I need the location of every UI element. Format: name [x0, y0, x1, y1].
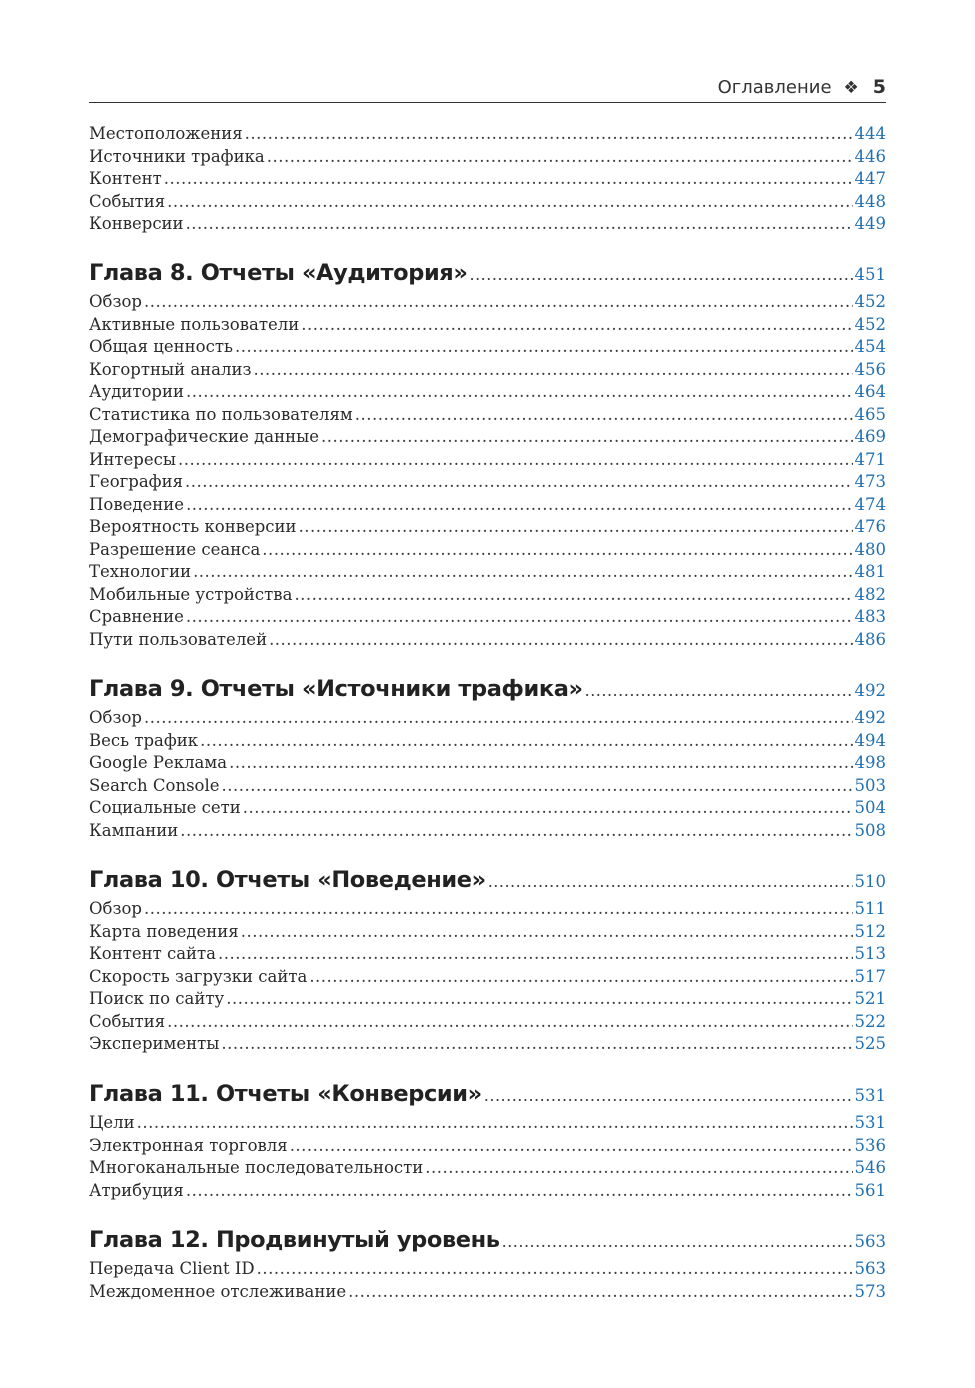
entry-label: Демографические данные	[89, 427, 320, 446]
entry-page[interactable]: 494	[854, 730, 886, 750]
entry-label: События	[89, 1011, 166, 1031]
leader-dots	[221, 1033, 852, 1056]
leader-dots	[144, 707, 853, 730]
leader-dots	[186, 494, 852, 517]
entry-label: Цели	[89, 1113, 135, 1132]
entry-label: География	[89, 472, 183, 491]
entry-page[interactable]: 480	[854, 539, 886, 559]
leader-dots	[229, 752, 852, 775]
entry-label: Аудитории	[89, 382, 184, 401]
entry-page[interactable]: 513	[854, 944, 886, 963]
entry-label: Весь трафик	[89, 730, 199, 750]
leader-dots	[348, 1281, 852, 1304]
entry-page[interactable]: 483	[854, 607, 886, 626]
chapter-heading[interactable]	[89, 256, 886, 290]
chapter-page[interactable]: 510	[854, 872, 886, 891]
leader-dots	[269, 629, 852, 652]
toc-entry[interactable]	[89, 494, 886, 517]
leader-dots	[144, 291, 853, 314]
ornament-icon: ❖	[843, 78, 859, 98]
entry-page[interactable]: 482	[854, 584, 886, 604]
entry-page[interactable]: 469	[854, 427, 886, 446]
toc-entry[interactable]	[89, 898, 886, 921]
entry-label: Когортный анализ	[89, 359, 252, 379]
toc-entry[interactable]	[89, 359, 886, 382]
leader-dots	[186, 381, 853, 404]
leader-dots	[257, 1258, 853, 1281]
chapter-heading[interactable]	[89, 863, 886, 897]
entry-label: Поведение	[89, 494, 185, 514]
toc-entry[interactable]	[89, 1281, 886, 1304]
toc-entry[interactable]	[89, 707, 886, 730]
entry-page[interactable]: 447	[854, 169, 886, 188]
leader-dots	[245, 123, 853, 146]
header-page-number: 5	[872, 76, 886, 98]
chapter-page[interactable]: 451	[854, 265, 886, 284]
entry-label: Активные пользователи	[89, 314, 300, 334]
entry-label: Контент сайта	[89, 944, 217, 963]
leader-dots	[186, 213, 853, 236]
chapter-title: Глава 9. Отчеты «Источники трафика»	[89, 676, 583, 702]
entry-page[interactable]: 448	[854, 191, 886, 211]
entry-page[interactable]: 521	[854, 989, 886, 1008]
leader-dots	[185, 471, 853, 494]
toc-entry[interactable]	[89, 561, 886, 584]
chapter-page[interactable]: 531	[854, 1086, 886, 1105]
entry-page[interactable]: 504	[854, 798, 886, 817]
entry-page[interactable]: 512	[854, 921, 886, 941]
toc-entry[interactable]	[89, 449, 886, 472]
leader-dots	[180, 820, 852, 843]
entry-label: Электронная торговля	[89, 1135, 288, 1155]
leader-dots	[254, 359, 853, 382]
entry-label: Вероятность конверсии	[89, 517, 297, 536]
entry-label: Search Console	[89, 775, 220, 795]
chapter-heading[interactable]	[89, 1223, 886, 1257]
entry-label: Обзор	[89, 899, 142, 918]
toc-entry[interactable]	[89, 820, 886, 843]
toc-entry[interactable]	[89, 797, 886, 820]
toc-entry[interactable]	[89, 291, 886, 314]
toc-entry[interactable]	[89, 1033, 886, 1056]
entry-page[interactable]: 492	[854, 708, 886, 727]
leader-dots	[178, 449, 853, 472]
toc-entry[interactable]	[89, 381, 886, 404]
toc-entry[interactable]	[89, 988, 886, 1011]
entry-label: Междоменное отслеживание	[89, 1281, 347, 1301]
leader-dots	[241, 921, 853, 944]
leader-dots	[167, 191, 852, 214]
entry-label: Атрибуция	[89, 1180, 184, 1200]
entry-page[interactable]: 465	[854, 404, 886, 424]
entry-label: Общая ценность	[89, 337, 233, 356]
leader-dots	[488, 865, 853, 899]
toc-entry[interactable]	[89, 1112, 886, 1135]
toc-entry[interactable]	[89, 213, 886, 236]
leader-dots	[585, 674, 853, 708]
entry-page[interactable]: 481	[854, 562, 886, 581]
leader-dots	[186, 1180, 853, 1203]
entry-label: Многоканальные последовательности	[89, 1158, 424, 1177]
toc-entry[interactable]	[89, 516, 886, 539]
leader-dots	[262, 539, 852, 562]
entry-page[interactable]: 536	[854, 1135, 886, 1155]
toc-entry[interactable]	[89, 1135, 886, 1158]
entry-page[interactable]: 454	[854, 337, 886, 356]
entry-label: Сравнение	[89, 607, 184, 626]
entry-page[interactable]: 452	[854, 314, 886, 334]
entry-page[interactable]: 449	[854, 214, 886, 233]
entry-page[interactable]: 486	[854, 629, 886, 649]
toc-entry[interactable]	[89, 1157, 886, 1180]
entry-label: Карта поведения	[89, 921, 239, 941]
leader-dots	[144, 898, 853, 921]
entry-label: Статистика по пользователям	[89, 404, 353, 424]
toc-entry[interactable]	[89, 606, 886, 629]
toc-entry[interactable]	[89, 539, 886, 562]
toc-entry[interactable]	[89, 146, 886, 169]
entry-label: Эксперименты	[89, 1034, 220, 1053]
entry-page[interactable]: 456	[854, 359, 886, 379]
toc-entry[interactable]	[89, 336, 886, 359]
leader-dots	[193, 561, 852, 584]
entry-page[interactable]: 573	[854, 1281, 886, 1301]
toc-entry[interactable]	[89, 426, 886, 449]
entry-label: Пути пользователей	[89, 629, 268, 649]
leader-dots	[243, 797, 853, 820]
toc-entry[interactable]	[89, 775, 886, 798]
toc-entry[interactable]	[89, 168, 886, 191]
chapter-title: Глава 12. Продвинутый уровень	[89, 1227, 500, 1253]
toc-entry[interactable]	[89, 584, 886, 607]
leader-dots	[267, 146, 853, 169]
entry-label: Обзор	[89, 292, 142, 311]
leader-dots	[301, 314, 852, 337]
entry-page[interactable]: 474	[854, 494, 886, 514]
chapter-page[interactable]: 492	[854, 681, 886, 700]
entry-label: Технологии	[89, 562, 192, 581]
entry-page[interactable]: 464	[854, 382, 886, 401]
entry-page[interactable]: 522	[854, 1011, 886, 1031]
entry-label: Местоположения	[89, 124, 243, 143]
leader-dots	[290, 1135, 853, 1158]
entry-label: Google Реклама	[89, 753, 228, 772]
chapter-title: Глава 11. Отчеты «Конверсии»	[89, 1081, 482, 1107]
leader-dots	[299, 516, 853, 539]
entry-label: Мобильные устройства	[89, 584, 293, 604]
leader-dots	[218, 943, 852, 966]
chapter-heading[interactable]	[89, 672, 886, 706]
toc-entry[interactable]	[89, 943, 886, 966]
entry-page[interactable]: 525	[854, 1034, 886, 1053]
entry-label: Источники трафика	[89, 146, 265, 166]
leader-dots	[186, 606, 853, 629]
toc-entry[interactable]	[89, 471, 886, 494]
running-header	[89, 74, 886, 103]
chapter-title: Глава 10. Отчеты «Поведение»	[89, 867, 486, 893]
leader-dots	[167, 1011, 852, 1034]
chapter-heading[interactable]	[89, 1077, 886, 1111]
leader-dots	[222, 775, 853, 798]
leader-dots	[200, 730, 852, 753]
toc-entry[interactable]	[89, 921, 886, 944]
leader-dots	[470, 258, 853, 292]
chapter-page[interactable]: 563	[854, 1232, 886, 1251]
entry-page[interactable]: 531	[854, 1113, 886, 1132]
entry-page[interactable]: 452	[854, 292, 886, 311]
entry-page[interactable]: 476	[854, 517, 886, 536]
entry-label: Социальные сети	[89, 798, 241, 817]
entry-page[interactable]: 473	[854, 472, 886, 491]
entry-page[interactable]: 471	[854, 449, 886, 469]
leader-dots	[226, 988, 852, 1011]
leader-dots	[484, 1079, 853, 1113]
entry-label: Скорость загрузки сайта	[89, 966, 308, 986]
entry-page[interactable]: 517	[854, 966, 886, 986]
leader-dots	[355, 404, 853, 427]
toc-entry[interactable]	[89, 966, 886, 989]
entry-page[interactable]: 508	[854, 820, 886, 840]
entry-page[interactable]: 546	[854, 1158, 886, 1177]
entry-label: Кампании	[89, 820, 179, 840]
chapter-title: Глава 8. Отчеты «Аудитория»	[89, 260, 468, 286]
toc-entry[interactable]	[89, 730, 886, 753]
entry-page[interactable]: 561	[854, 1180, 886, 1200]
entry-page[interactable]: 511	[854, 899, 886, 918]
entry-page[interactable]: 498	[854, 753, 886, 772]
toc-entry[interactable]	[89, 314, 886, 337]
toc-entry[interactable]	[89, 629, 886, 652]
toc-entry[interactable]	[89, 1011, 886, 1034]
header-title: Оглавление	[717, 77, 832, 98]
leader-dots	[137, 1112, 853, 1135]
entry-label: События	[89, 191, 166, 211]
entry-label: Обзор	[89, 708, 142, 727]
toc-entry[interactable]	[89, 404, 886, 427]
toc-entry[interactable]	[89, 1180, 886, 1203]
leader-dots	[321, 426, 852, 449]
entry-page[interactable]: 446	[854, 146, 886, 166]
leader-dots	[235, 336, 853, 359]
toc-entry[interactable]	[89, 123, 886, 146]
toc-entry[interactable]	[89, 752, 886, 775]
toc-entry[interactable]	[89, 1258, 886, 1281]
entry-page[interactable]: 563	[854, 1259, 886, 1278]
entry-page[interactable]: 444	[854, 124, 886, 143]
leader-dots	[164, 168, 853, 191]
leader-dots	[294, 584, 852, 607]
leader-dots	[425, 1157, 852, 1180]
entry-label: Конверсии	[89, 214, 184, 233]
entry-label: Передача Client ID	[89, 1259, 255, 1278]
leader-dots	[309, 966, 852, 989]
leader-dots	[502, 1225, 853, 1259]
entry-label: Интересы	[89, 449, 176, 469]
entry-label: Разрешение сеанса	[89, 539, 261, 559]
entry-page[interactable]: 503	[854, 775, 886, 795]
entry-label: Поиск по сайту	[89, 989, 225, 1008]
entry-label: Контент	[89, 169, 162, 188]
toc-entry[interactable]	[89, 191, 886, 214]
